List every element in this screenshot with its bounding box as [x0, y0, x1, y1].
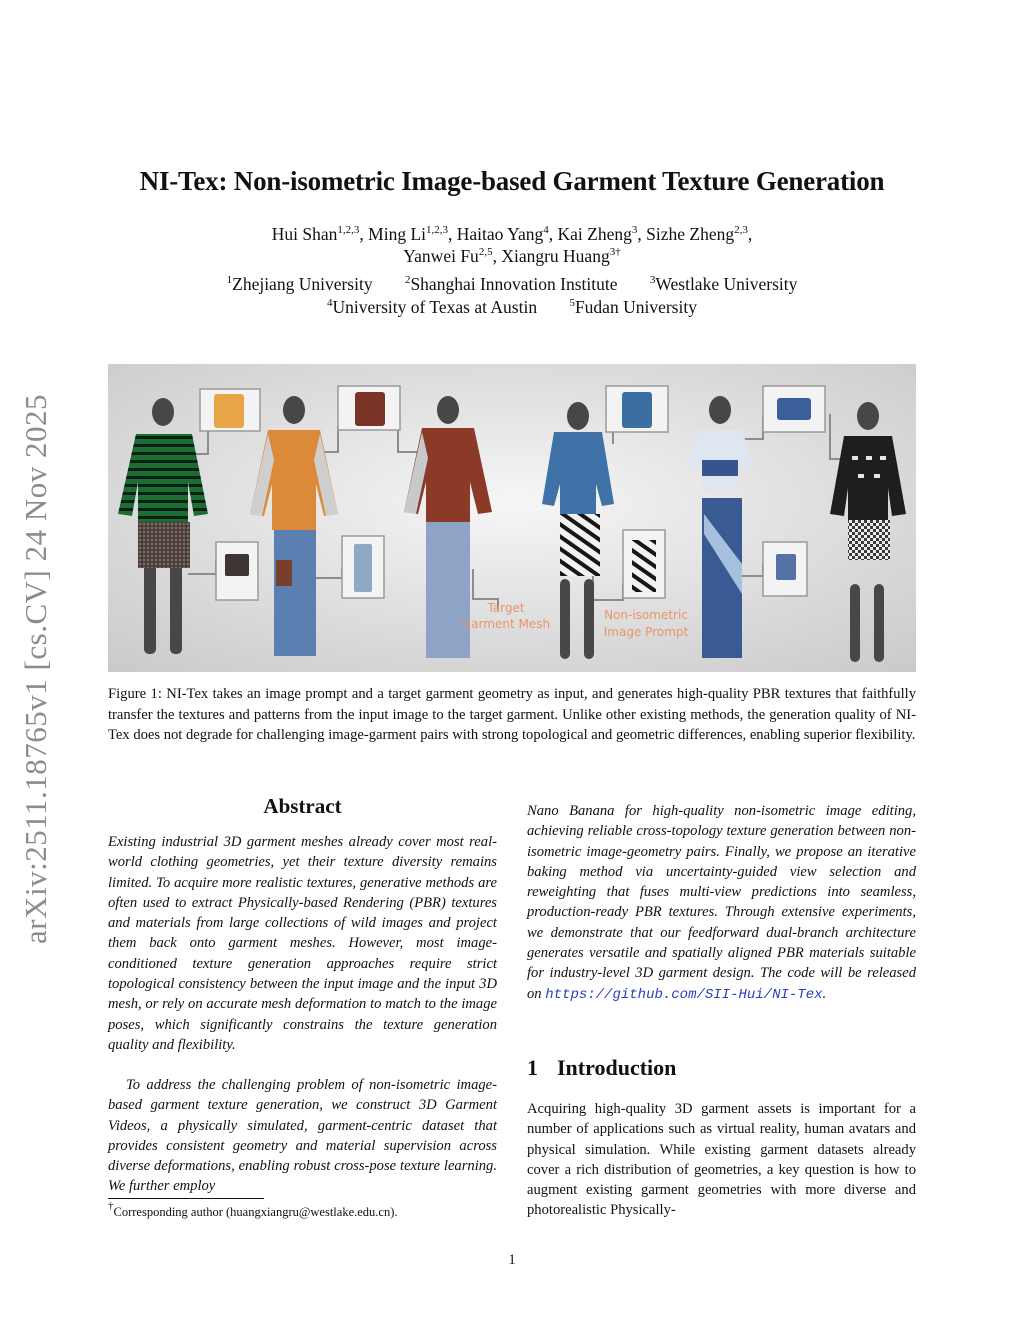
author-line-1: Hui Shan$^{1,2,3}$, Ming Li$^{1,2,3}$, Haitao Yang$^4$, Kai Zheng$^3$, Sizhe Zheng$^{2,3}$,: [271, 224, 753, 244]
figure-caption: Figure 1: NI-Tex takes an image prompt and a target garment geometry as input, and generates high-quality PBR textures that faithfully transfer the textures and patterns from the input image to the target garment. Unlike other existing methods, the generation quality of NI-Tex does not degrade for challenging image-garment pairs with strong topological and geometric differences, enabling superior flexibility.: [108, 686, 916, 743]
thumb-crop-top: [777, 398, 811, 420]
label-non-isometric: Non-isometric: [604, 608, 688, 622]
code-link[interactable]: https://github.com/SII-Hui/NI-Tex: [545, 986, 823, 1003]
section-number: 1: [527, 1055, 538, 1080]
page-number: 1: [508, 1252, 516, 1268]
garment-checked-skirt: [848, 520, 890, 560]
affiliation-num: 4: [327, 297, 333, 309]
abstract-heading: Abstract: [263, 794, 342, 818]
thumb-shorts: [225, 554, 249, 576]
footnote-text: Corresponding author (huangxiangru@westlake.edu.cn).: [113, 1205, 398, 1219]
author-line-2: Yanwei Fu$^{2,5}$, Xiangru Huang$^{3\dagger}$: [403, 246, 621, 266]
affiliation-name: University of Texas at Austin: [332, 297, 538, 317]
affiliation-num: 3: [649, 274, 656, 286]
author-name: Xiangru Huang: [501, 246, 610, 266]
affiliation: [327, 297, 537, 317]
affiliation-line-1: [0, 274, 1024, 295]
figure-1: [108, 364, 916, 672]
abstract-paragraph-2: To address the challenging problem of non-isometric image-based garment texture generation, we construct 3D Garment Videos, a physically simulated, garment-centric dataset that provides consistent geometry and material supervision across diverse deformations, enabling robust cross-pose texture learning. We further employ: [108, 1077, 497, 1195]
author-name: Yanwei Fu: [403, 246, 479, 266]
author-affil-sup: 1,2,3: [337, 224, 360, 236]
garment-jeans: [274, 530, 316, 656]
garment-denim-jacket: [542, 432, 614, 514]
thumb-zebra-skirt: [632, 540, 656, 592]
figure-1-graphic: [108, 364, 916, 672]
label-garment-mesh: Garment Mesh: [461, 617, 551, 631]
affiliation: [569, 297, 697, 317]
author-name: Haitao Yang: [456, 224, 544, 244]
affiliation-name: Shanghai Innovation Institute: [410, 274, 618, 294]
author-affil-sup: 2,3: [734, 224, 748, 236]
abstract-paragraph-3: [527, 801, 916, 1005]
affiliation-num: 1: [226, 274, 233, 286]
url-period: .: [822, 985, 827, 1002]
affiliation-num: 5: [569, 297, 575, 309]
author-affil-sup: 4: [543, 224, 549, 236]
thumb-jeans: [354, 544, 372, 592]
footnote-rule: [108, 1198, 264, 1199]
garment-cargo-pants: [426, 522, 470, 658]
label-target: Target: [487, 601, 525, 615]
abstract-paragraph-1: Existing industrial 3D garment meshes already cover most real-world clothing geometries, yet their texture diversity remains limited. To acquire more realistic textures, generative methods are often used to extract Physically-based Rendering (PBR) textures and materials from large collections of wild images and project them back onto garment meshes. However, most image-conditioned texture generation approaches require strict topological consistency between the input image and the input 3D mesh, or rely on accurate mesh deformation to match to the image poses, which significantly constrains the texture generation quality and flexibility.: [108, 834, 497, 1053]
affiliation-name: Westlake University: [655, 274, 798, 294]
author-name: Kai Zheng: [557, 224, 632, 244]
arxiv-id: arXiv:2511.18765v1 [cs.CV] 24 Nov 2025: [18, 393, 53, 944]
author-affil-sup: 1,2,3: [426, 224, 448, 236]
affiliation: [405, 274, 618, 294]
paper-title: NI-Tex: Non-isometric Image-based Garment Texture Generation: [139, 166, 885, 196]
affiliation: [227, 274, 373, 294]
intro-paragraph-1: Acquiring high-quality 3D garment assets is important for a number of applications such as virtual reality, human avatars and physical simulation. While existing garment datasets already cover a rich distribution of geometries, a key question is how to augment existing garment geometries with more diverse and photorealistic Physically-: [527, 1101, 916, 1219]
affiliation: [650, 274, 797, 294]
footnote-mark: †: [108, 1200, 114, 1212]
arxiv-stamp: [10, 366, 62, 971]
thumb-blue-shorts: [776, 554, 796, 580]
section-heading-introduction: [527, 1055, 676, 1081]
abstract-text: Nano Banana for high-quality non-isometric image editing, achieving reliable cross-topology texture generation between non-isometric image-geometry pairs. Finally, we propose an iterative baking method via uncertainty-guided view selection and reweighting that fuses multi-view predictions into seamless, production-ready PBR textures. Through extensive experiments, we demonstrate that our feedforward dual-branch architecture generates versatile and spatially aligned PBR materials suitable for industry-level 3D garment design. The code will be released on: [527, 803, 916, 1002]
affiliation-name: Fudan University: [574, 297, 697, 317]
author-name: Hui Shan: [271, 224, 338, 244]
garment-zebra-skirt: [560, 514, 600, 576]
thumb-jacket-orange: [214, 394, 244, 428]
author-affil-sup: 3: [631, 224, 638, 236]
author-affil-sup: 2,5: [478, 246, 493, 258]
affiliation-num: 2: [404, 274, 411, 286]
affiliation-line-2: [0, 297, 1024, 318]
garment-plaid-shorts: [138, 522, 190, 568]
thumb-jacket-brown: [355, 392, 385, 426]
author-affil-sup: 3†: [609, 246, 621, 258]
affiliation-name: Zhejiang University: [232, 274, 373, 294]
author-name: Sizhe Zheng: [646, 224, 735, 244]
label-image-prompt: Image Prompt: [603, 625, 689, 639]
footnote: [108, 1200, 497, 1220]
thumb-denim-jacket: [622, 392, 652, 428]
section-title: Introduction: [557, 1055, 677, 1080]
author-name: Ming Li: [368, 224, 426, 244]
